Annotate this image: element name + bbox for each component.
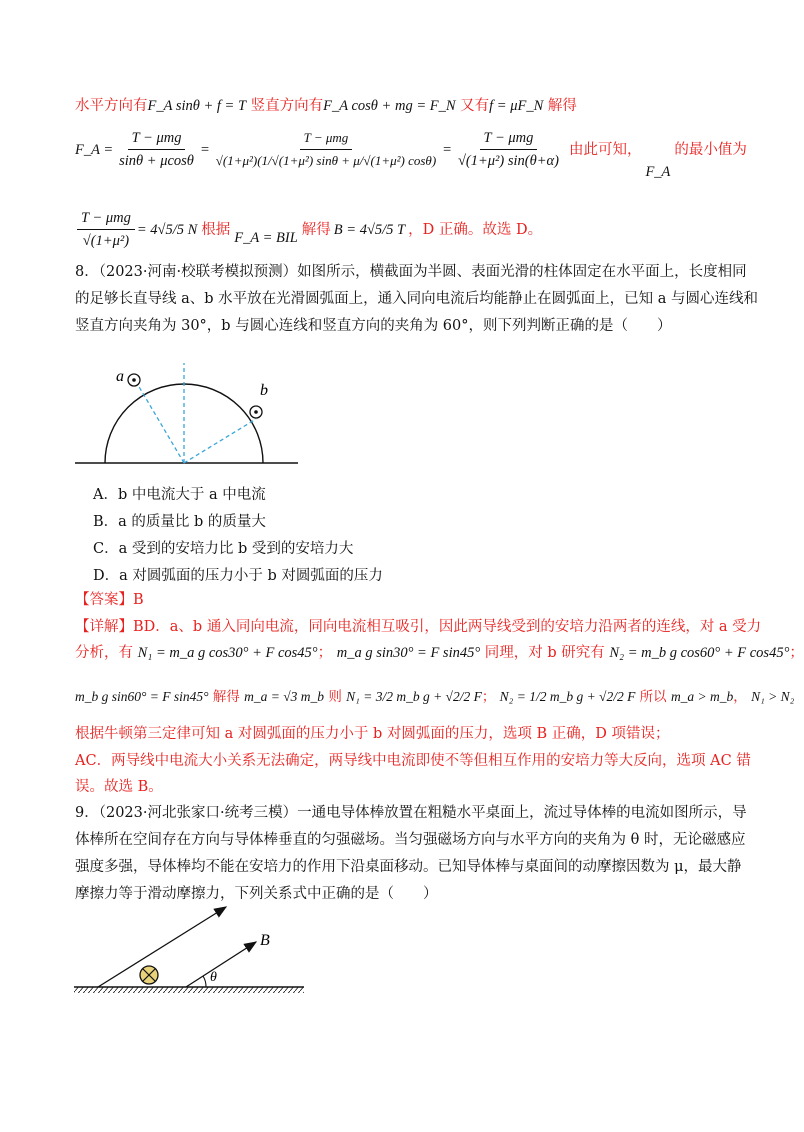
equation-friction: f = μF_N bbox=[489, 98, 544, 114]
detail2-eq-2: m_a g sin30° = F sin45° bbox=[336, 645, 481, 661]
text-vertical: 竖直方向有 bbox=[250, 98, 324, 114]
text-d-correct: ，D 正确。故选 D。 bbox=[408, 221, 543, 238]
solution-line-1 bbox=[75, 96, 577, 116]
q8-detail-line-3 bbox=[75, 687, 795, 707]
fraction-1-num: T − μmg bbox=[128, 128, 186, 150]
fraction-3 bbox=[454, 128, 563, 171]
fraction-3-num: T − μmg bbox=[480, 128, 538, 150]
text-minimum: 的最小值为 bbox=[674, 141, 747, 158]
q8-option-b[interactable]: B．a 的质量比 b 的质量大 bbox=[93, 514, 266, 530]
radius-b-dashed bbox=[184, 419, 256, 463]
detail2-sep: ； bbox=[317, 645, 333, 661]
q8-detail-line-5: AC．两导线中电流大小关系无法确定，两导线中电流即使不等但相互作用的安培力等大反向，选项 AC 错 bbox=[75, 753, 751, 769]
q8-detail-line-4: 根据牛顿第三定律可知 a 对圆弧面的压力小于 b 对圆弧面的压力，选项 B 正确，D 项错误； bbox=[75, 726, 670, 742]
q8-stem-line-2: 的足够长直导线 a、b 水平放在光滑圆弧面上，通入同向电流后均能静止在圆弧面上，已知 a 与圆心连线和 bbox=[75, 291, 759, 307]
text-horizontal: 水平方向有 bbox=[75, 98, 148, 114]
q8-stem-line-1: 8．（2023·河南·校联考模拟预测）如图所示，横截面为半圆、表面光滑的柱体固定在水平面上，长度相同 bbox=[75, 264, 747, 280]
min-fraction-num: T − μmg bbox=[77, 208, 135, 230]
fraction-2 bbox=[212, 128, 440, 171]
min-value: = 4√5/5 N bbox=[136, 221, 198, 238]
q9-figure bbox=[70, 895, 320, 1000]
detail2-eq-3: N₂ = m_b g cos60° + F cos45° bbox=[609, 645, 790, 661]
fraction-3-den: √(1+μ²) sin(θ+α) bbox=[457, 153, 559, 169]
q8-option-d[interactable]: D．a 对圆弧面的压力小于 b 对圆弧面的压力 bbox=[93, 568, 383, 584]
fraction-1-den: sinθ + μcosθ bbox=[119, 153, 194, 169]
label-theta: θ bbox=[210, 970, 217, 985]
detail3-text-b: 则 bbox=[328, 689, 342, 705]
angle-arc bbox=[203, 976, 206, 987]
wire-a-dot bbox=[132, 378, 136, 382]
equation-horizontal: F_A sinθ + f = T bbox=[147, 98, 247, 114]
q9-stem-line-1: 9．（2023·河北张家口·统考三模）一通电导体棒放置在粗糙水平桌面上，流过导体棒的电流如图所示，导 bbox=[75, 805, 747, 821]
q9-stem-line-4: 摩擦力等于滑动摩擦力，下列关系式中正确的是（ ） bbox=[75, 886, 438, 902]
detail3-eq-6: N₁ > N₂ bbox=[751, 689, 795, 704]
field-line-lower bbox=[186, 942, 256, 987]
detail3-text-d: ， bbox=[733, 689, 747, 705]
text-according: 根据 bbox=[201, 221, 231, 238]
detail3-eq-1: m_b g sin60° = F sin45° bbox=[75, 689, 209, 704]
detail3-eq-3: N₁ = 3/2 m_b g + √2/2 F bbox=[346, 689, 482, 704]
fraction-1 bbox=[115, 128, 198, 171]
detail3-text-c: 所以 bbox=[639, 689, 667, 705]
label-b: b bbox=[260, 382, 268, 399]
field-line-upper bbox=[98, 907, 226, 987]
label-a: a bbox=[116, 368, 124, 385]
min-fraction bbox=[77, 208, 135, 251]
text-also: 又有 bbox=[460, 98, 490, 114]
q8-detail-line-6: 误。故选 B。 bbox=[75, 779, 163, 795]
radius-a-dashed bbox=[138, 385, 184, 463]
detail2-text-b: 同理，对 b 研究有 bbox=[484, 645, 605, 661]
min-fraction-den: √(1+μ²) bbox=[82, 233, 130, 249]
fa-derivation: F_A = $\frac{\text{T − μmg}}{\sin\theta + \mu\cos\theta}$ = $\frac{\text{T − μmg}}{\text{√(1+μ²)(1/√(1+μ²) sinθ + μ/√(1+μ²) cosθ)}}$ = $\frac{\text{T − μmg}}{\text{√(1+μ²) sin(θ+α)}}$ 由此可知， F_A 的最小值为 bbox=[75, 130, 747, 180]
label-B: B bbox=[260, 932, 270, 949]
detail3-eq-4: N₂ = 1/2 m_b g + √2/2 F bbox=[499, 689, 636, 704]
table-hatching bbox=[74, 987, 304, 993]
min-value-line bbox=[75, 208, 542, 251]
ampere-law: F_A = BIL bbox=[234, 229, 298, 246]
text-solve-2: 解得 bbox=[301, 221, 331, 238]
q9-stem-line-3: 强度多强，导体棒均不能在安培力的作用下沿桌面移动。已知导体棒与桌面间的动摩擦因数为 μ，最大静 bbox=[75, 859, 742, 875]
fa-lhs: F_A = bbox=[75, 141, 114, 158]
b-value: B = 4√5/5 T bbox=[333, 221, 406, 238]
semicircle-arc bbox=[105, 384, 263, 463]
detail3-sep: ； bbox=[481, 689, 496, 705]
q8-option-a[interactable]: A．b 中电流大于 a 中电流 bbox=[93, 487, 266, 503]
q8-answer: 【答案】B bbox=[75, 592, 144, 608]
q8-option-c[interactable]: C．a 受到的安培力比 b 受到的安培力大 bbox=[93, 541, 354, 557]
equation-vertical: F_A cosθ + mg = F_N bbox=[323, 98, 456, 114]
q8-figure bbox=[70, 355, 310, 470]
text-solve: 解得 bbox=[547, 98, 577, 114]
text-conclusion: 由此可知， bbox=[568, 141, 642, 158]
q8-stem-line-3: 竖直方向夹角为 30°，b 与圆心连线和竖直方向的夹角为 60°，则下列判断正确的是（ ） bbox=[75, 318, 672, 334]
q8-detail-line-1: 【详解】BD．a、b 通入同向电流，同向电流相互吸引，因此两导线受到的安培力沿两者的连线，对 a 受力 bbox=[75, 619, 762, 635]
wire-b-dot bbox=[254, 410, 258, 414]
fraction-2-den: √(1+μ²)(1/√(1+μ²) sinθ + μ/√(1+μ²) cosθ) bbox=[215, 153, 437, 168]
q8-detail-line-2 bbox=[75, 643, 804, 663]
detail2-text-a: 分析，有 bbox=[75, 645, 133, 661]
detail3-eq-2: m_a = √3 m_b bbox=[244, 689, 325, 704]
detail3-text-a: 解得 bbox=[212, 689, 240, 705]
detail3-eq-5: m_a > m_b bbox=[670, 689, 734, 704]
detail2-eq-1: N₁ = m_a g cos30° + F cos45° bbox=[137, 645, 318, 661]
q9-stem-line-2: 体棒所在空间存在方向与导体棒垂直的匀强磁场。当匀强磁场方向与水平方向的夹角为 θ 时，无论磁感应 bbox=[75, 832, 746, 848]
fraction-2-num: T − μmg bbox=[300, 128, 353, 150]
detail2-text-c: ； bbox=[789, 645, 804, 661]
conclusion-fa: F_A bbox=[645, 163, 671, 180]
